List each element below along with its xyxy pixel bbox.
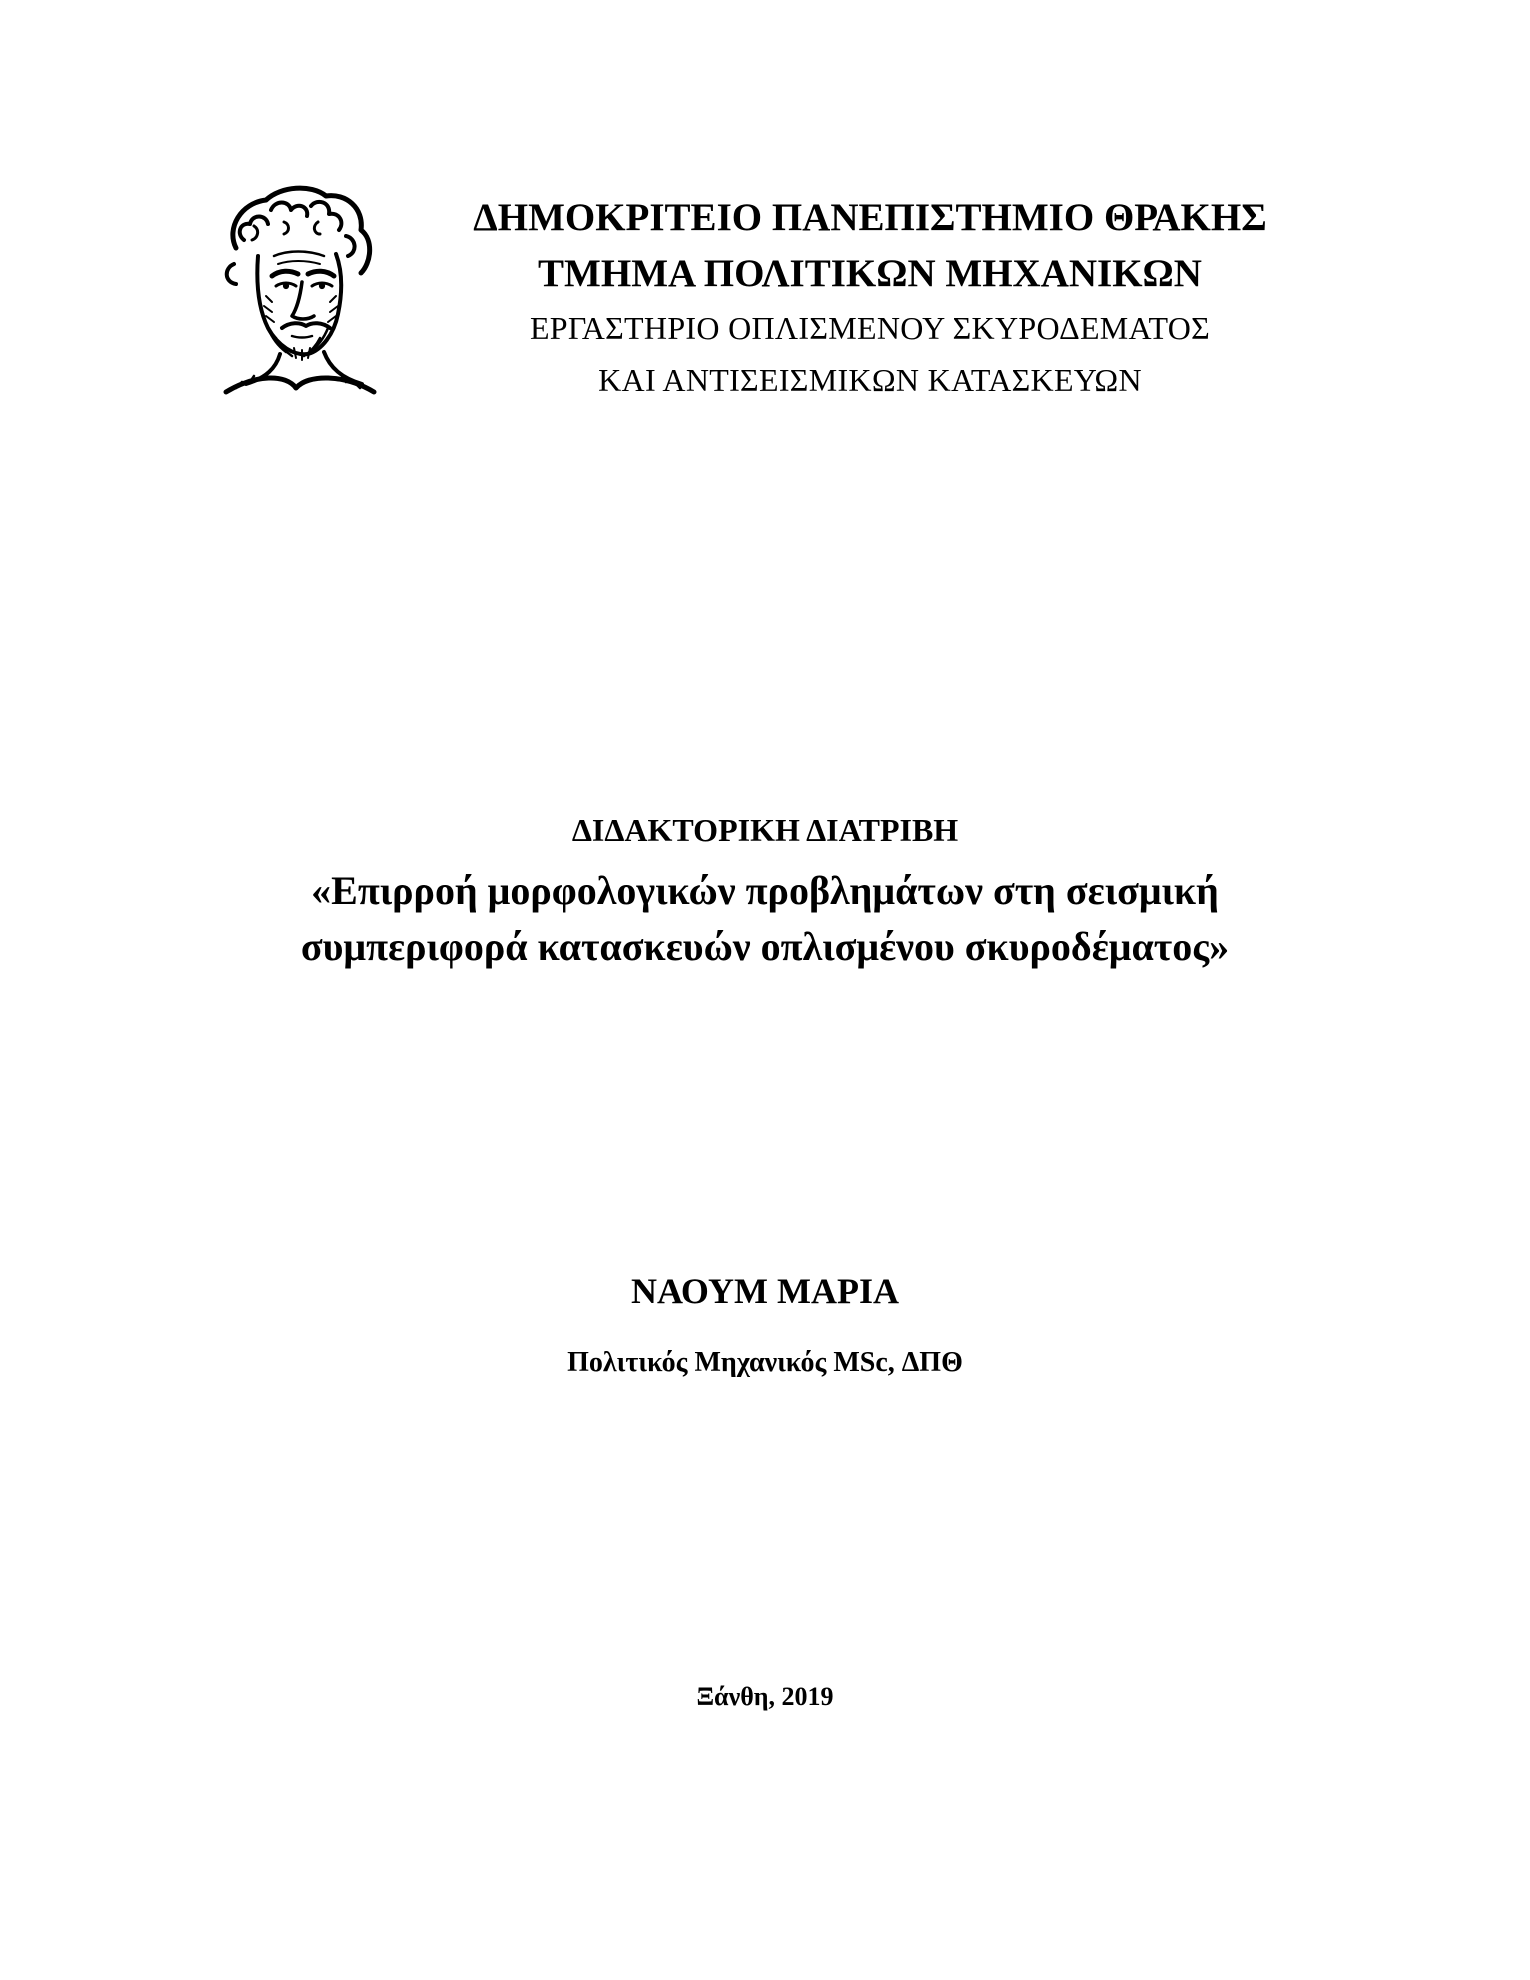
democritus-portrait-icon bbox=[196, 178, 396, 398]
department-name: ΤΜΗΜΑ ΠΟΛΙΤΙΚΩΝ ΜΗΧΑΝΙΚΩΝ bbox=[538, 252, 1202, 295]
author-name: ΝΑΟΥΜ ΜΑΡΙΑ bbox=[631, 1271, 899, 1311]
laboratory-name-line-1: ΕΡΓΑΣΤΗΡΙΟ ΟΠΛΙΣΜΕΝΟΥ ΣΚΥΡΟΔΕΜΑΤΟΣ bbox=[529, 310, 1211, 346]
author-credentials: Πολιτικός Μηχανικός MSc, ΔΠΘ bbox=[567, 1347, 963, 1378]
laboratory-name-line-2: ΚΑΙ ΑΝΤΙΣΕΙΣΜΙΚΩΝ ΚΑΤΑΣΚΕΥΩΝ bbox=[598, 362, 1142, 398]
thesis-title-line-2: συμπεριφορά κατασκευών οπλισμένου σκυροδέματος» bbox=[300, 924, 1230, 969]
thesis-type: ΔΙΔΑΚΤΟΡΙΚΗ ΔΙΑΤΡΙΒΗ bbox=[571, 812, 959, 848]
university-name: ΔΗΜΟΚΡΙΤΕΙΟ ΠΑΝΕΠΙΣΤΗΜΙΟ ΘΡΑΚΗΣ bbox=[473, 196, 1267, 239]
thesis-title-line-1: «Επιρροή μορφολογικών προβλημάτων στη σεισμική bbox=[311, 868, 1219, 913]
thesis-heading bbox=[165, 805, 1365, 975]
place-and-date: Ξάνθη, 2019 bbox=[696, 1682, 834, 1711]
author-block bbox=[165, 1265, 1365, 1383]
institution-header bbox=[420, 190, 1320, 406]
